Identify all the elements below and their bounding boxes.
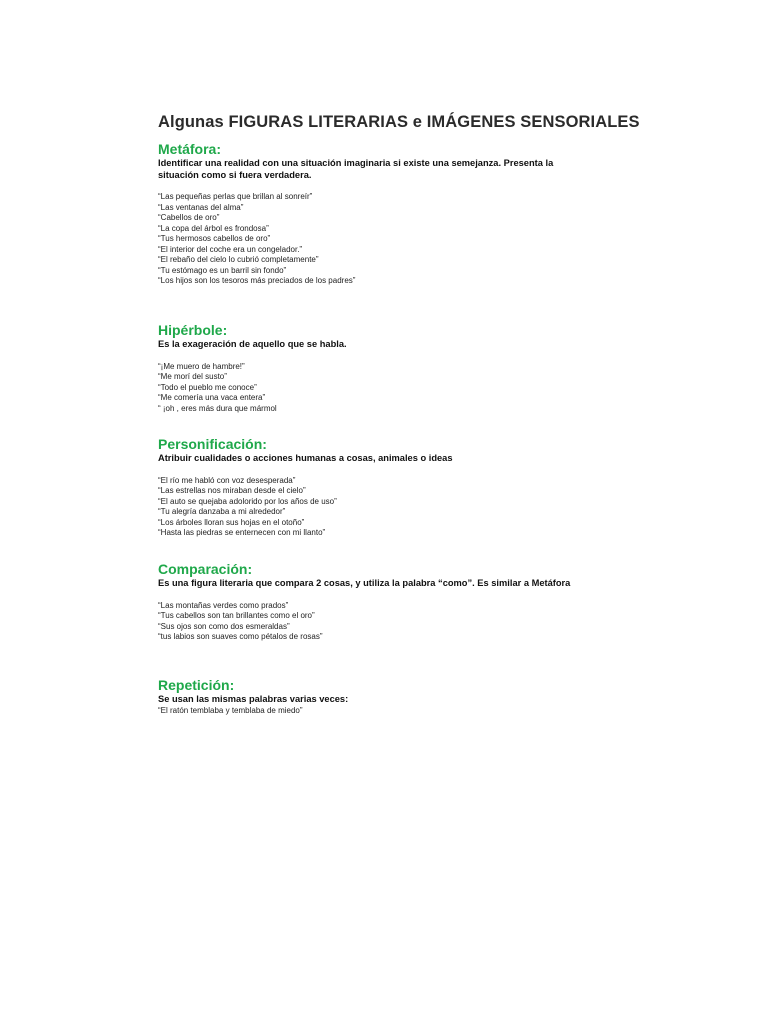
example-list — [158, 706, 598, 717]
list-item: “tus labios son suaves como pétalos de rosas” — [158, 632, 323, 641]
section-definition: Se usan las mismas palabras varias veces: — [158, 694, 349, 704]
list-item: “¡Me muero de hambre!” — [158, 361, 245, 371]
list-item: “Tu alegría danzaba a mi alrededor” — [158, 507, 286, 516]
list-item: “Las ventanas del alma” — [158, 202, 244, 212]
document-title: Algunas FIGURAS LITERARIAS e IMÁGENES SENSORIALES — [158, 113, 640, 131]
list-item: “Las montañas verdes como prados” — [158, 600, 289, 610]
list-item: “Tus cabellos son tan brillantes como el oro” — [158, 611, 315, 620]
section-heading: Repetición: — [158, 677, 235, 693]
list-item: “Sus ojos son como dos esmeraldas” — [158, 621, 290, 631]
section-comparacion — [158, 561, 598, 643]
list-item: “El interior del coche era un congelador.” — [158, 244, 303, 254]
section-heading: Metáfora: — [158, 141, 222, 157]
section-heading: Hipérbole: — [158, 322, 228, 338]
section-metafora — [158, 141, 598, 287]
example-list — [158, 192, 598, 287]
example-list — [158, 362, 598, 415]
example-list — [158, 601, 598, 643]
section-hiperbole — [158, 322, 598, 414]
list-item: “Me morí del susto” — [158, 372, 227, 381]
list-item: “Hasta las piedras se enternecen con mi llanto” — [158, 528, 326, 537]
section-heading: Comparación: — [158, 561, 253, 577]
list-item: “El río me habló con voz desesperada” — [158, 475, 296, 485]
list-item: “El ratón temblaba y temblaba de miedo” — [158, 705, 303, 715]
section-personificacion — [158, 436, 598, 539]
example-list — [158, 476, 598, 539]
section-definition: Identificar una realidad con una situación imaginaria si existe una semejanza. Presenta la situación como si fuera verdadera. — [158, 158, 554, 180]
list-item: “El rebaño del cielo lo cubrió completamente” — [158, 255, 319, 264]
list-item: “Tus hermosos cabellos de oro” — [158, 234, 271, 243]
section-definition: Es la exageración de aquello que se habla. — [158, 339, 347, 349]
section-definition: Es una figura literaria que compara 2 cosas, y utiliza la palabra “como”. Es similar a Metáfora — [158, 578, 571, 588]
list-item: “Las pequeñas perlas que brillan al sonreír” — [158, 192, 313, 201]
list-item: “ ¡oh , eres más dura que mármol — [158, 403, 277, 413]
list-item: “Me comería una vaca entera” — [158, 393, 266, 402]
list-item: “El auto se quejaba adolorido por los años de uso” — [158, 496, 337, 506]
list-item: “La copa del árbol es frondosa” — [158, 223, 269, 233]
section-repeticion — [158, 677, 598, 716]
list-item: “Tu estómago es un barril sin fondo” — [158, 265, 287, 275]
list-item: “Las estrellas nos miraban desde el cielo” — [158, 486, 306, 495]
list-item: “Los hijos son los tesoros más preciados de los padres” — [158, 276, 356, 285]
list-item: “Cabellos de oro” — [158, 213, 220, 222]
section-definition: Atribuir cualidades o acciones humanas a cosas, animales o ideas — [158, 453, 453, 463]
list-item: “Todo el pueblo me conoce” — [158, 382, 257, 392]
list-item: “Los árboles lloran sus hojas en el otoño” — [158, 517, 305, 527]
section-heading: Personificación: — [158, 436, 267, 452]
